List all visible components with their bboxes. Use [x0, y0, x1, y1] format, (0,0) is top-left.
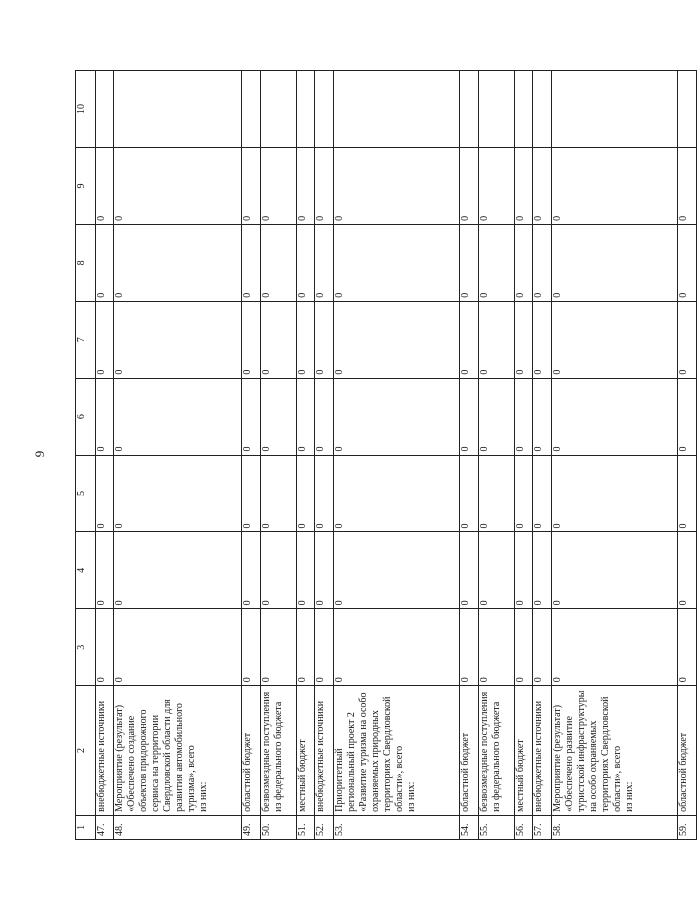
value-cell — [114, 71, 242, 148]
value-cell: 0 — [315, 301, 333, 378]
value-cell: 0 — [260, 532, 296, 609]
row-number: 54. — [460, 815, 478, 839]
value-cell — [678, 71, 697, 148]
table-row — [478, 71, 514, 840]
table-body — [76, 71, 697, 840]
value-cell: 0 — [678, 301, 697, 378]
value-cell: 0 — [514, 301, 532, 378]
value-cell: 0 — [333, 301, 460, 378]
value-cell: 0 — [296, 609, 314, 686]
value-cell: 0 — [678, 455, 697, 532]
column-header: 1 — [76, 815, 96, 839]
column-header: 7 — [76, 301, 96, 378]
value-cell: 0 — [95, 455, 113, 532]
value-cell: 0 — [551, 378, 678, 455]
value-cell: 0 — [114, 301, 242, 378]
value-cell — [478, 71, 514, 148]
row-label: областной бюджет — [678, 686, 697, 816]
value-cell: 0 — [242, 224, 260, 301]
row-number: 49. — [242, 815, 260, 839]
table-row — [533, 71, 551, 840]
row-number: 57. — [533, 815, 551, 839]
value-cell: 0 — [296, 455, 314, 532]
column-header: 6 — [76, 378, 96, 455]
row-number: 52. — [315, 815, 333, 839]
value-cell: 0 — [478, 147, 514, 224]
column-header: 9 — [76, 147, 96, 224]
value-cell: 0 — [296, 147, 314, 224]
value-cell: 0 — [333, 455, 460, 532]
value-cell: 0 — [114, 224, 242, 301]
table-row — [95, 71, 113, 840]
value-cell: 0 — [242, 301, 260, 378]
value-cell: 0 — [296, 301, 314, 378]
row-label: внебюджетные источники — [95, 686, 113, 816]
page-number: 9 — [32, 450, 47, 458]
table-row — [260, 71, 296, 840]
value-cell: 0 — [333, 609, 460, 686]
row-number: 59. — [678, 815, 697, 839]
value-cell: 0 — [514, 378, 532, 455]
value-cell: 0 — [533, 532, 551, 609]
value-cell: 0 — [460, 378, 478, 455]
value-cell: 0 — [95, 224, 113, 301]
column-header: 10 — [76, 71, 96, 148]
value-cell: 0 — [114, 455, 242, 532]
value-cell: 0 — [551, 532, 678, 609]
value-cell: 0 — [478, 224, 514, 301]
value-cell: 0 — [114, 532, 242, 609]
value-cell: 0 — [678, 147, 697, 224]
table-row — [460, 71, 478, 840]
value-cell: 0 — [95, 378, 113, 455]
value-cell: 0 — [514, 532, 532, 609]
value-cell: 0 — [114, 147, 242, 224]
table-row — [333, 71, 460, 840]
value-cell: 0 — [260, 224, 296, 301]
value-cell: 0 — [315, 378, 333, 455]
value-cell: 0 — [260, 455, 296, 532]
row-label: Мероприятие (результат) «Обеспечено развитие туристской инфраструктуры на особо охраняемых территориях Свердловской области», всего из них: — [551, 686, 678, 816]
value-cell: 0 — [514, 224, 532, 301]
row-label: Приоритетный региональный проект 2 «Развитие туризма на особо охраняемых природных территориях Свердловской области», всего из них: — [333, 686, 460, 816]
value-cell: 0 — [333, 147, 460, 224]
value-cell: 0 — [460, 301, 478, 378]
value-cell: 0 — [678, 224, 697, 301]
value-cell: 0 — [315, 609, 333, 686]
value-cell: 0 — [260, 301, 296, 378]
value-cell: 0 — [533, 455, 551, 532]
row-number: 50. — [260, 815, 296, 839]
value-cell: 0 — [678, 609, 697, 686]
value-cell — [95, 71, 113, 148]
value-cell — [514, 71, 532, 148]
value-cell: 0 — [242, 378, 260, 455]
value-cell: 0 — [95, 147, 113, 224]
row-number: 58. — [551, 815, 678, 839]
table-row — [315, 71, 333, 840]
value-cell: 0 — [260, 609, 296, 686]
value-cell: 0 — [460, 147, 478, 224]
value-cell: 0 — [114, 609, 242, 686]
value-cell — [315, 71, 333, 148]
row-label: Мероприятие (результат) «Обеспечено создание объектов придорожного сервиса на территории Свердловской области для развития автомобильного туризма», всего из них: — [114, 686, 242, 816]
budget-table — [75, 70, 697, 840]
row-label: областной бюджет — [242, 686, 260, 816]
value-cell: 0 — [533, 609, 551, 686]
table-row — [114, 71, 242, 840]
row-label: безвозмездные поступления из федерального бюджета — [478, 686, 514, 816]
table-row — [514, 71, 532, 840]
value-cell: 0 — [551, 301, 678, 378]
value-cell: 0 — [514, 455, 532, 532]
value-cell: 0 — [296, 378, 314, 455]
table-row — [296, 71, 314, 840]
row-label: местный бюджет — [296, 686, 314, 816]
value-cell: 0 — [95, 609, 113, 686]
value-cell: 0 — [551, 455, 678, 532]
row-number: 55. — [478, 815, 514, 839]
value-cell: 0 — [551, 224, 678, 301]
column-header: 8 — [76, 224, 96, 301]
row-label: внебюджетные источники — [315, 686, 333, 816]
value-cell: 0 — [333, 378, 460, 455]
value-cell: 0 — [478, 301, 514, 378]
value-cell: 0 — [315, 455, 333, 532]
value-cell: 0 — [296, 224, 314, 301]
value-cell: 0 — [315, 532, 333, 609]
value-cell: 0 — [533, 224, 551, 301]
row-number: 53. — [333, 815, 460, 839]
value-cell: 0 — [533, 301, 551, 378]
header-row — [76, 71, 96, 840]
value-cell: 0 — [478, 609, 514, 686]
row-label: безвозмездные поступления из федерального бюджета — [260, 686, 296, 816]
value-cell: 0 — [333, 224, 460, 301]
value-cell — [333, 71, 460, 148]
value-cell: 0 — [296, 532, 314, 609]
value-cell — [260, 71, 296, 148]
value-cell: 0 — [533, 378, 551, 455]
value-cell: 0 — [514, 147, 532, 224]
value-cell — [460, 71, 478, 148]
value-cell: 0 — [95, 301, 113, 378]
table-row — [678, 71, 697, 840]
value-cell: 0 — [551, 147, 678, 224]
row-label: внебюджетные источники — [533, 686, 551, 816]
column-header: 3 — [76, 609, 96, 686]
value-cell: 0 — [95, 532, 113, 609]
value-cell — [242, 71, 260, 148]
value-cell: 0 — [678, 532, 697, 609]
value-cell: 0 — [678, 378, 697, 455]
value-cell: 0 — [242, 147, 260, 224]
value-cell: 0 — [460, 224, 478, 301]
value-cell: 0 — [260, 378, 296, 455]
value-cell: 0 — [315, 147, 333, 224]
value-cell: 0 — [460, 609, 478, 686]
value-cell — [533, 71, 551, 148]
value-cell: 0 — [242, 455, 260, 532]
column-header: 5 — [76, 455, 96, 532]
value-cell: 0 — [242, 609, 260, 686]
value-cell: 0 — [478, 455, 514, 532]
row-label: местный бюджет — [514, 686, 532, 816]
value-cell: 0 — [460, 455, 478, 532]
value-cell: 0 — [533, 147, 551, 224]
value-cell: 0 — [242, 532, 260, 609]
value-cell: 0 — [460, 532, 478, 609]
table-row — [242, 71, 260, 840]
row-number: 56. — [514, 815, 532, 839]
value-cell: 0 — [551, 609, 678, 686]
value-cell: 0 — [333, 532, 460, 609]
value-cell: 0 — [315, 224, 333, 301]
row-number: 47. — [95, 815, 113, 839]
row-number: 51. — [296, 815, 314, 839]
value-cell: 0 — [478, 532, 514, 609]
value-cell — [296, 71, 314, 148]
value-cell: 0 — [114, 378, 242, 455]
row-number: 48. — [114, 815, 242, 839]
value-cell — [551, 71, 678, 148]
column-header: 4 — [76, 532, 96, 609]
value-cell: 0 — [260, 147, 296, 224]
row-label: областной бюджет — [460, 686, 478, 816]
rotated-table-container — [75, 70, 697, 840]
table-row — [551, 71, 678, 840]
value-cell: 0 — [478, 378, 514, 455]
column-header: 2 — [76, 686, 96, 816]
value-cell: 0 — [514, 609, 532, 686]
